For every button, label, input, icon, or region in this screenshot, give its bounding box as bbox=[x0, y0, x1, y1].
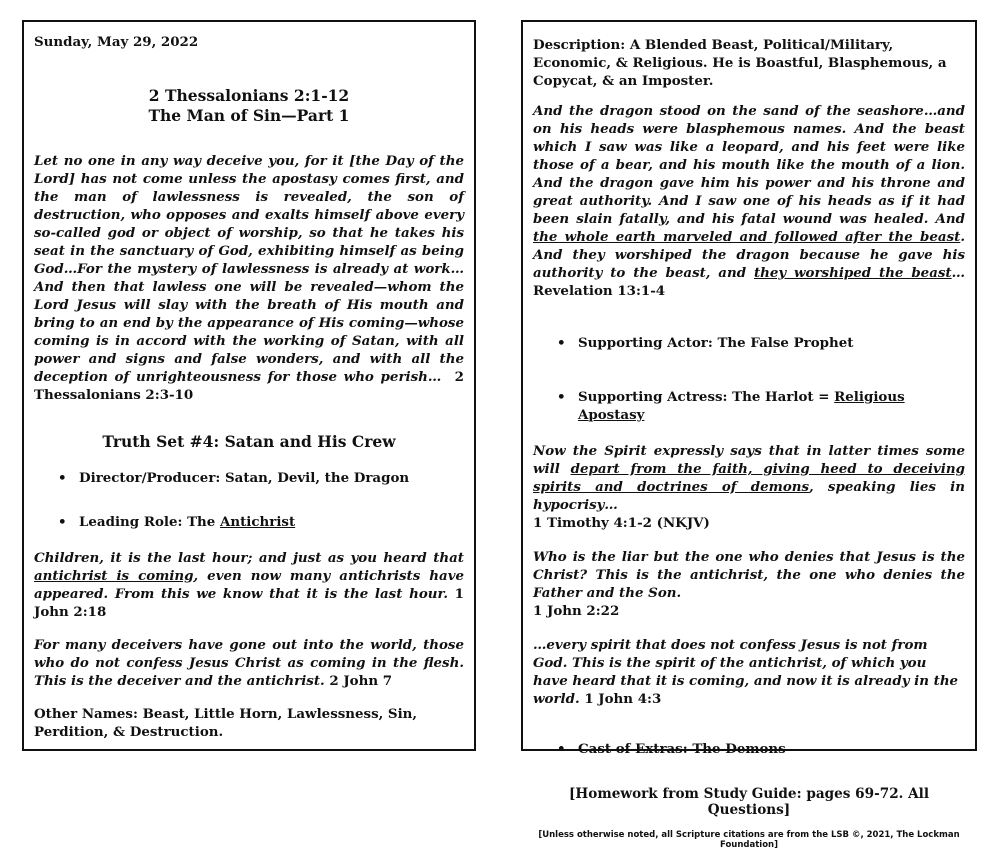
right-page bbox=[521, 20, 977, 850]
bullet-supporting-actress: • Supporting Actress: The Harlot = Religious Apostasy bbox=[533, 388, 965, 424]
other-names: Other Names: Beast, Little Horn, Lawlessness, Sin, Perdition, & Destruction. bbox=[34, 706, 418, 740]
passage-ref: 2 Thessalonians 2:3-10 bbox=[34, 369, 464, 403]
bullet-list bbox=[34, 469, 464, 487]
bullet-list bbox=[34, 513, 464, 531]
description: Description: A Blended Beast, Political/Military, Economic, & Religious. He is Boastful, Blasphemous, a Copycat, & an Imposter. bbox=[533, 37, 947, 89]
lesson-title bbox=[34, 86, 464, 126]
scripture-footnote: [Unless otherwise noted, all Scripture citations are from the LSB ©, 2021, The Lockman Foundation] bbox=[538, 830, 960, 850]
lesson-subtitle: The Man of Sin—Part 1 bbox=[148, 106, 350, 125]
passage-thessalonians: Let no one in any way deceive you, for it [the Day of the Lord] has not come unless the apostasy comes first, and the man of lawlessness is revealed, the son of destruction, who opposes and exalts himself above every so-called god or object of worship, so that he takes his seat in the sanctuary of God, exhibiting himself as being God…For the mystery of lawlessness is already at work… And then that lawless one will be revealed—whom the Lord Jesus will slay with the breath of His mouth and bring to an end by the appearance of His coming—whose coming is in accord with the working of Satan, with all power and signs and false wonders, and with all the deception of unrighteousness for those who perish… 2 Thessalonians 2:3-10 bbox=[34, 153, 464, 403]
scripture-title: 2 Thessalonians 2:1-12 bbox=[148, 86, 350, 105]
bullet-extras: • Cast of Extras: The Demons bbox=[533, 740, 965, 758]
truth-set-heading: Truth Set #4: Satan and His Crew bbox=[102, 432, 396, 451]
date: Sunday, May 29, 2022 bbox=[34, 34, 199, 50]
passage-1john-2-22: Who is the liar but the one who denies that Jesus is the Christ? This is the antichrist, the one who denies the Father and the Son. 1 John 2:22 bbox=[533, 549, 965, 619]
passage-2john-7: For many deceivers have gone out into the world, those who do not confess Jesus Christ as coming in the flesh. This is the deceiver and the antichrist. 2 John 7 bbox=[34, 637, 464, 689]
homework-note: [Homework from Study Guide: pages 69-72. All Questions] bbox=[569, 786, 929, 818]
bullet-leading-role: • Leading Role: The Antichrist bbox=[34, 513, 464, 531]
passage-1john-2-18: Children, it is the last hour; and just as you heard that antichrist is coming, even now many antichrists have appeared. From this we know that it is the last hour. 1 John 2:18 bbox=[34, 550, 464, 620]
bullet-director: • Director/Producer: Satan, Devil, the Dragon bbox=[34, 469, 464, 487]
bullet-list bbox=[533, 740, 965, 758]
bullet-supporting-actor: • Supporting Actor: The False Prophet bbox=[533, 334, 965, 352]
bullet-list bbox=[533, 388, 965, 424]
passage-1timothy: Now the Spirit expressly says that in latter times some will depart from the faith, giving heed to deceiving spirits and doctrines of demons, speaking lies in hypocrisy… 1 Timothy 4:1-2 (NKJV) bbox=[533, 443, 965, 531]
left-page bbox=[22, 20, 476, 751]
bullet-list bbox=[533, 334, 965, 352]
passage-revelation: And the dragon stood on the sand of the seashore…and on his heads were blasphemous names. And the beast which I saw was like a leopard, and his feet were like those of a bear, and his mouth like the mouth of a lion. And the dragon gave him his power and his throne and great authority. And I saw one of his heads as if it had been slain fatally, and his fatal wound was healed. And the whole earth marveled and followed after the beast. And they worshiped the dragon because he gave his authority to the beast, and they worshiped the beast… Revelation 13:1-4 bbox=[533, 103, 965, 299]
passage-1john-4-3: …every spirit that does not confess Jesus is not from God. This is the spirit of the antichrist, of which you have heard that it is coming, and now it is already in the world. 1 John 4:3 bbox=[533, 637, 959, 707]
